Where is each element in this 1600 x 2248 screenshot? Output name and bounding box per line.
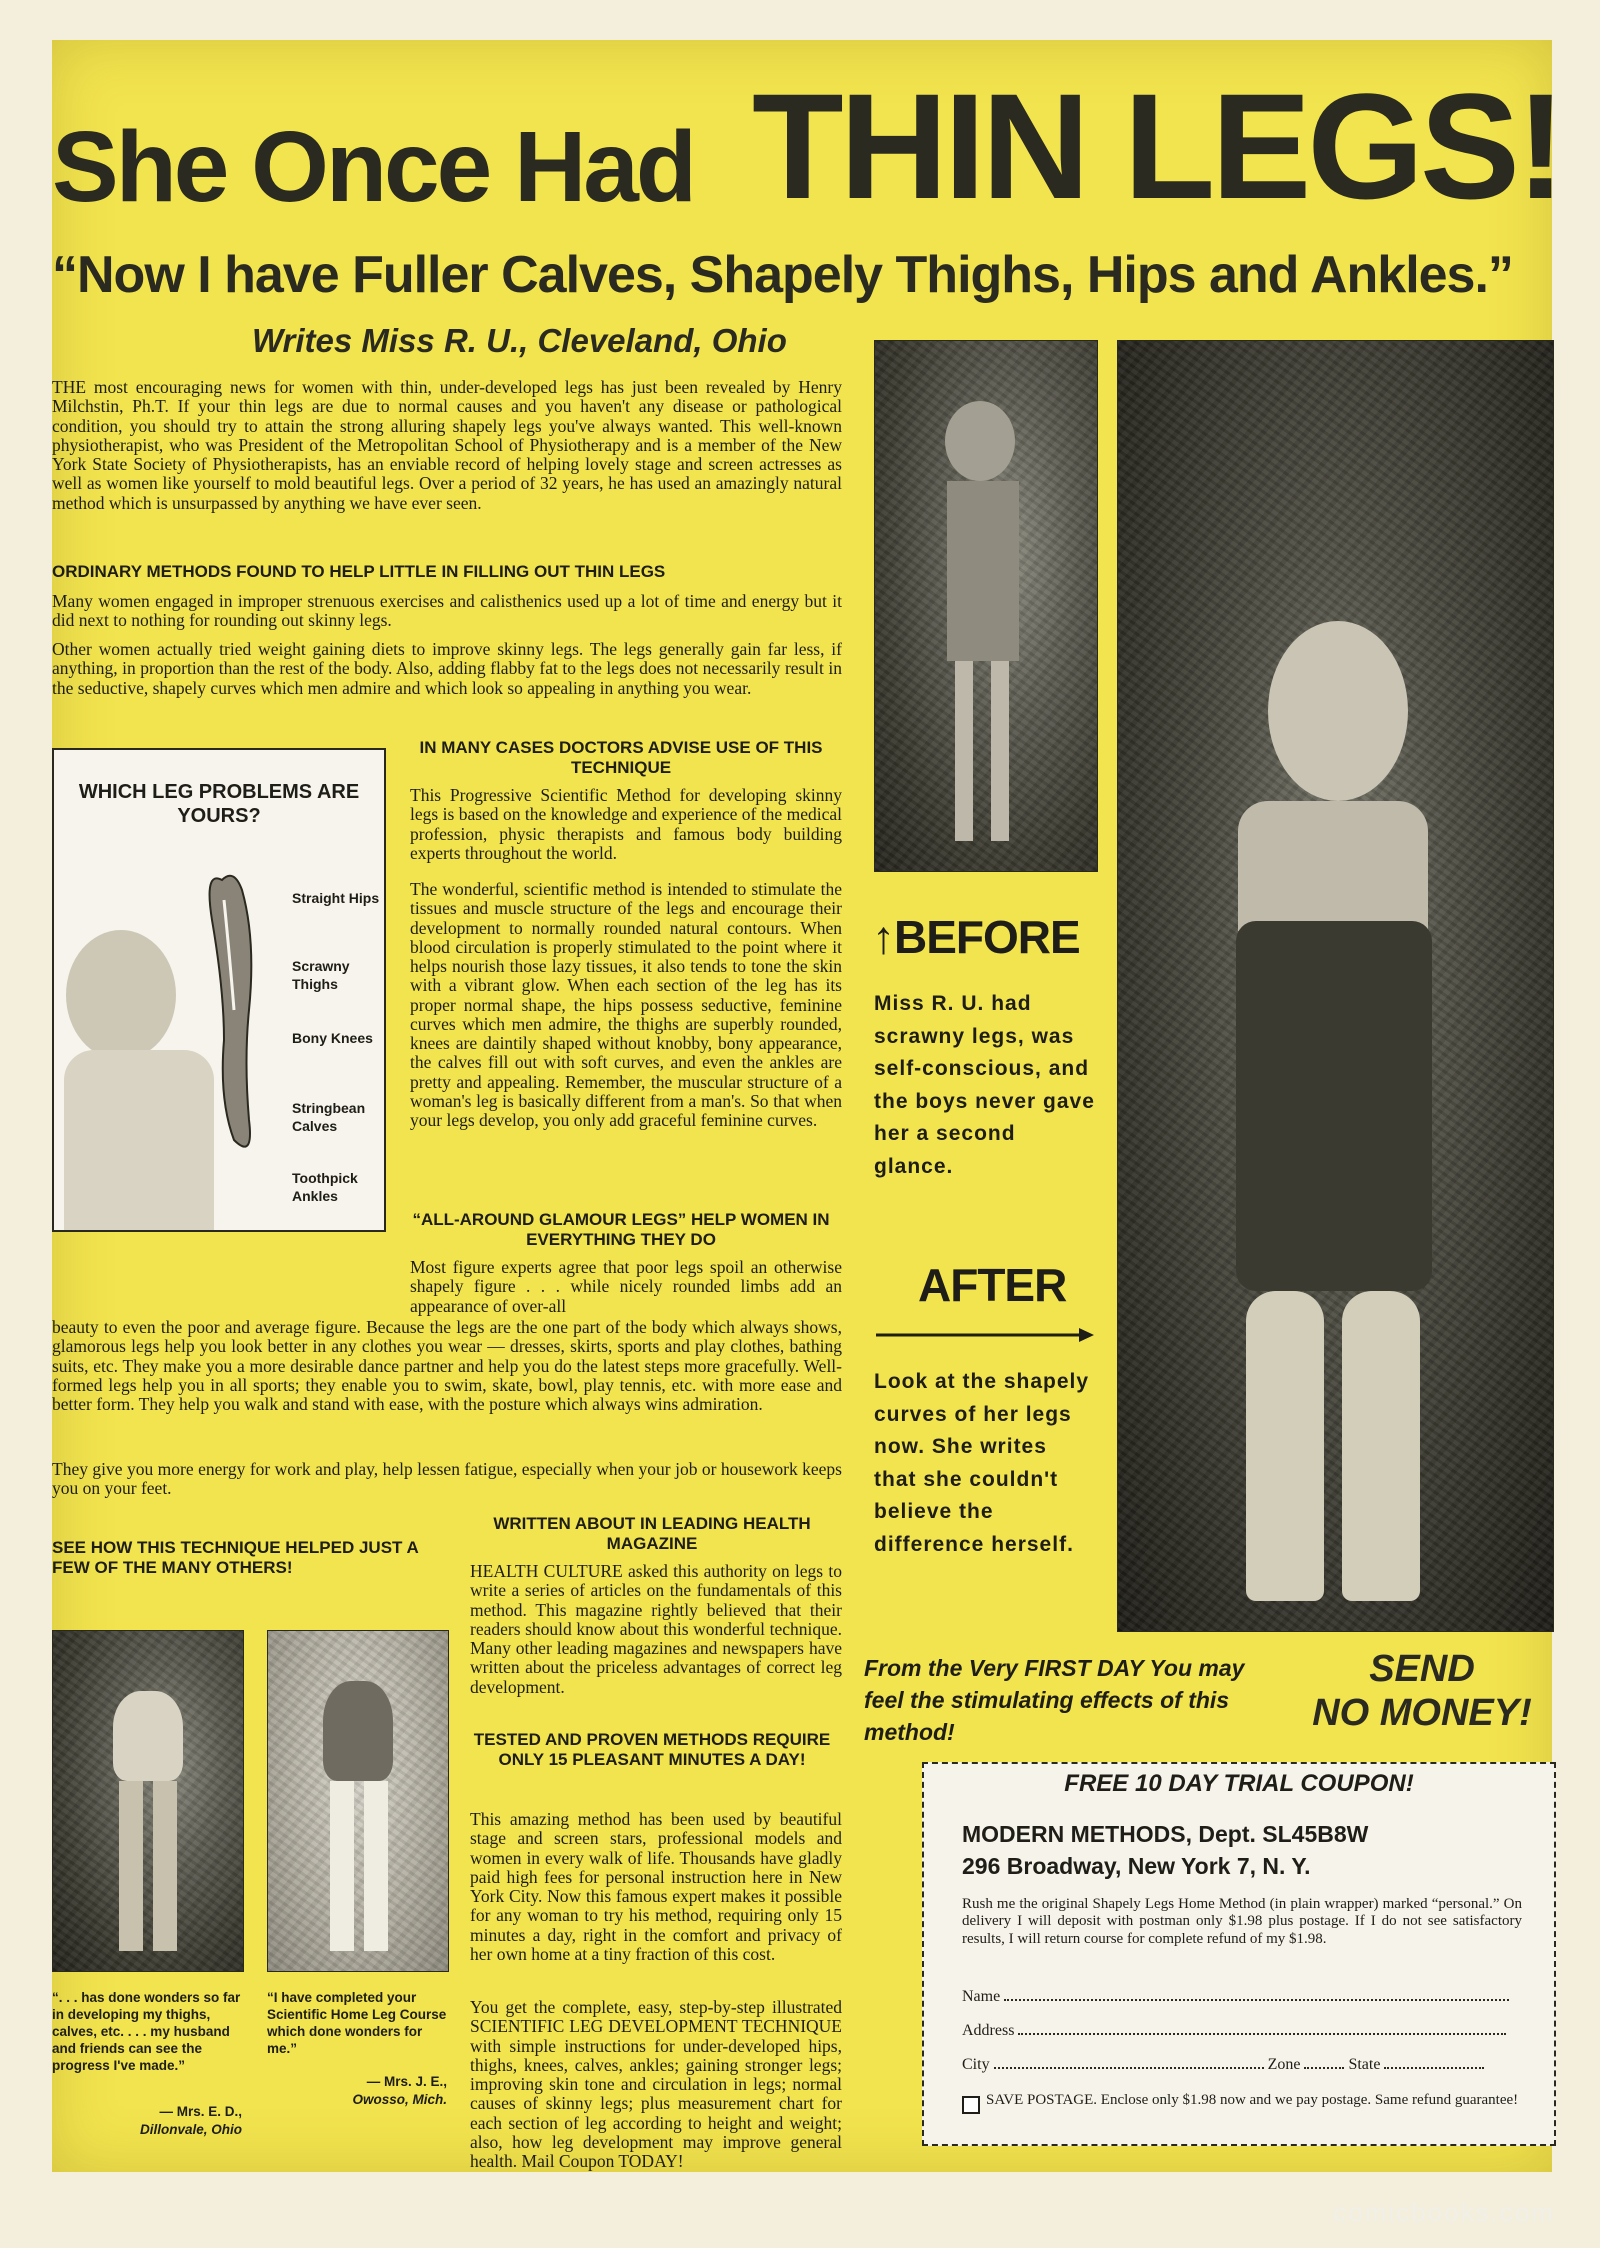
testimonial-1-quote: “. . . has done wonders so far in developing my thighs, calves, etc. . . . my husband and friends can see the progress I've made.” xyxy=(52,1990,241,2073)
testimonial-1-author: — Mrs. E. D., xyxy=(159,2104,242,2119)
subheadline: “Now I have Fuller Calves, Shapely Thighs, Hips and Ankles.” xyxy=(52,246,1513,304)
testimonial-photo-1 xyxy=(52,1630,244,1972)
testimonial-2-author: — Mrs. J. E., xyxy=(366,2074,447,2089)
ordinary-para1: Many women engaged in improper strenuous exercises and calisthenics used up a lot of time and energy but it did next to nothing for rounding out skinny legs. xyxy=(52,591,842,631)
arrow-up-icon: ↑ xyxy=(872,911,894,963)
problems-title: WHICH LEG PROBLEMS ARE YOURS? xyxy=(78,781,360,827)
doctor-head xyxy=(66,930,176,1060)
ordinary-para2: Other women actually tried weight gaining diets to improve skinny legs. The legs generally gain far less, if anything, in proportion than the rest of the body. Also, adding flabby fat to the legs does not necessarily result in the seductive, shapely curves which men admire and which look so appealing in anything you wear. xyxy=(52,639,842,698)
glamour-para2: They give you more energy for work and play, help lessen fatigue, especially when your job or housework keeps you on your feet. xyxy=(52,1459,842,1499)
address-label: Address xyxy=(962,2022,1015,2039)
problem-scrawny-thighs: Scrawny Thighs xyxy=(292,958,350,992)
testimonial-2-place: Owosso, Mich. xyxy=(352,2092,447,2107)
city-line[interactable] xyxy=(994,2067,1264,2069)
leg-problems-box xyxy=(52,748,386,1232)
send-no-money xyxy=(1292,1648,1552,1735)
magazine-heading: WRITTEN ABOUT IN LEADING HEALTH MAGAZINE xyxy=(493,1514,811,1554)
problem-toothpick-ankles: Toothpick Ankles xyxy=(292,1170,358,1204)
problem-straight-hips: Straight Hips xyxy=(292,890,380,906)
doctors-para1: This Progressive Scientific Method for developing skinny legs is based on the knowledge and experience of the medical profession, physic therapists and famous body building experts throughout the world. xyxy=(410,785,842,863)
before-label-row xyxy=(872,910,1080,964)
arrow-right-icon xyxy=(874,1320,1096,1350)
intro-text: THE most encouraging news for women with thin, under-developed legs has just been revealed by Henry Milchstin, Ph.T. If your thin legs are due to normal causes and you haven't any disease or pathological condition, you should try to attain the strong alluring shapely legs you've always wanted. This well-known physiotherapist, who was President of the Metropolitan School of Physiotherapy and is a member of the New York State Society of Physiotherapists, has an enviable record of helping lovely stage and screen actresses as well as women like yourself to mold beautiful legs. Over a period of 32 years, he has used an amazingly natural method which is unsurpassed by anything we have ever seen. xyxy=(52,377,842,513)
coupon-address: 296 Broadway, New York 7, N. Y. xyxy=(962,1853,1311,1879)
problem-stringbean-calves: Stringbean Calves xyxy=(292,1100,366,1134)
headline-part1: She Once Had xyxy=(52,111,694,223)
testimonial-2-quote: “I have completed your Scientific Home Leg Course which done wonders for me.” xyxy=(267,1990,447,2056)
magazine-para: HEALTH CULTURE asked this authority on legs to write a series of articles on the fundamentals of this method. This magazine rightly believed that their readers should know about this wonderful technique. Many other leading magazines and newspapers have written about the priceless advantages of correct leg development. xyxy=(470,1561,842,1697)
coupon-company: MODERN METHODS, Dept. SL45B8W xyxy=(962,1821,1369,1847)
leg-model-illustration xyxy=(194,860,274,1180)
name-label: Name xyxy=(962,1988,1001,2005)
coupon-body: Rush me the original Shapely Legs Home Method (in plain wrapper) marked “personal.” On delivery I will deposit with postman only $1.98 plus postage. If I do not see satisfactory results, I will return course for complete refund of my $1.98. xyxy=(962,1896,1522,1947)
tested-heading: TESTED AND PROVEN METHODS REQUIRE ONLY 15 PLEASANT MINUTES A DAY! xyxy=(473,1730,831,1770)
problem-bony-knees: Bony Knees xyxy=(292,1030,373,1046)
after-label: AFTER xyxy=(918,1259,1067,1311)
before-photo xyxy=(874,340,1098,872)
trial-coupon[interactable] xyxy=(922,1762,1556,2146)
ordinary-heading: ORDINARY METHODS FOUND TO HELP LITTLE IN FILLING OUT THIN LEGS xyxy=(52,562,666,581)
testimonial-1-place: Dillonvale, Ohio xyxy=(139,2122,242,2137)
coupon-address-field[interactable] xyxy=(962,2022,1522,2040)
glamour-para1b: beauty to even the poor and average figure. Because the legs are the one part of the body which always shows, glamorous legs help you look better in any clothes you wear — dresses, skirts, sports and play clothes, bathing suits, etc. They make you a more desirable dance partner and help you do the latest steps more gracefully. Well-formed legs help you in all sports; they enable you to swim, skate, bowl, play tennis, etc. with more ease and better form. They help you walk and stand with ease, with the posture which always wins admiration. xyxy=(52,1317,842,1414)
glamour-heading: “ALL-AROUND GLAMOUR LEGS” HELP WOMEN IN EVERYTHING THEY DO xyxy=(412,1210,830,1250)
after-photo xyxy=(1117,340,1554,1632)
state-line[interactable] xyxy=(1384,2067,1484,2069)
watermark: comicbooks.com xyxy=(1333,2197,1555,2227)
before-caption: Miss R. U. had scrawny legs, was self-conscious, and the boys never gave her a second glance. xyxy=(874,992,1095,1178)
send-no-money-line1: SEND xyxy=(1369,1648,1475,1690)
testimonial-photo-2 xyxy=(267,1630,449,1972)
byline: Writes Miss R. U., Cleveland, Ohio xyxy=(252,322,787,359)
doctors-para2: The wonderful, scientific method is intended to stimulate the tissues and muscle structure of the legs and encourage their development to normally rounded natural contours. When blood circulation is properly stimulated to the point where it helps nourish those lazy tissues, it also tends to tone the skin with a vibrant glow. When each section of the leg has its proper normal shape, the hips possess seductive, feminine curves which men admire, the thighs are superbly rounded, knees are daintily shaped without knobby, bony appearance, the calves fill out with soft curves, and even the ankles are pretty and appealing. Remember, the muscular structure of a woman's leg is basically different from a man's. So that when your legs develop, you only add graceful feminine curves. xyxy=(410,879,842,1130)
before-label: BEFORE xyxy=(894,911,1080,963)
address-line[interactable] xyxy=(1018,2033,1506,2035)
headline-part2: THIN LEGS! xyxy=(752,62,1562,230)
coupon-title: FREE 10 DAY TRIAL COUPON! xyxy=(1064,1770,1414,1797)
state-label: State xyxy=(1348,2056,1381,2073)
zone-label: Zone xyxy=(1267,2056,1301,2073)
tested-para2: You get the complete, easy, step-by-step illustrated SCIENTIFIC LEG DEVELOPMENT TECHNIQUE with simple instructions for under-developed hips, thighs, knees, calves, ankles; gaining stronger legs; improving skin tone and circulation in legs; normal causes of skinny legs; plus measurement chart for each section of leg according to height and weight; also, how leg development may improve general health. Mail Coupon TODAY! xyxy=(470,1997,842,2171)
save-postage-checkbox[interactable] xyxy=(962,2096,980,2114)
first-day-text: From the Very FIRST DAY You may feel the stimulating effects of this method! xyxy=(864,1655,1245,1746)
coupon-city-field[interactable] xyxy=(962,2056,1522,2074)
advertisement-page xyxy=(52,40,1562,2172)
name-line[interactable] xyxy=(1004,1999,1509,2001)
others-heading: SEE HOW THIS TECHNIQUE HELPED JUST A FEW OF THE MANY OTHERS! xyxy=(52,1538,419,1578)
zone-line[interactable] xyxy=(1304,2067,1344,2069)
send-no-money-line2: NO MONEY! xyxy=(1312,1691,1532,1734)
tested-para1: This amazing method has been used by beautiful stage and screen stars, professional models and women in every walk of life. Thousands have gladly paid high fees for personal instruction here in New York City. Now this famous expert makes it possible for any woman to try his method, requiring only 15 minutes a day, right in the comfort and privacy of her own home at a tiny fraction of this cost. xyxy=(470,1809,842,1964)
glamour-para1a: Most figure experts agree that poor legs spoil an otherwise shapely figure . . . while nicely rounded limbs add an appearance of over-all xyxy=(410,1257,842,1316)
doctor-body xyxy=(64,1050,214,1230)
city-label: City xyxy=(962,2056,990,2073)
save-postage-text: SAVE POSTAGE. Enclose only $1.98 now and we pay postage. Same refund guarantee! xyxy=(986,2092,1519,2108)
after-caption: Look at the shapely curves of her legs now. She writes that she couldn't believe the difference herself. xyxy=(874,1370,1090,1556)
coupon-name-field[interactable] xyxy=(962,1988,1522,2006)
doctors-heading: IN MANY CASES DOCTORS ADVISE USE OF THIS TECHNIQUE xyxy=(419,738,823,778)
